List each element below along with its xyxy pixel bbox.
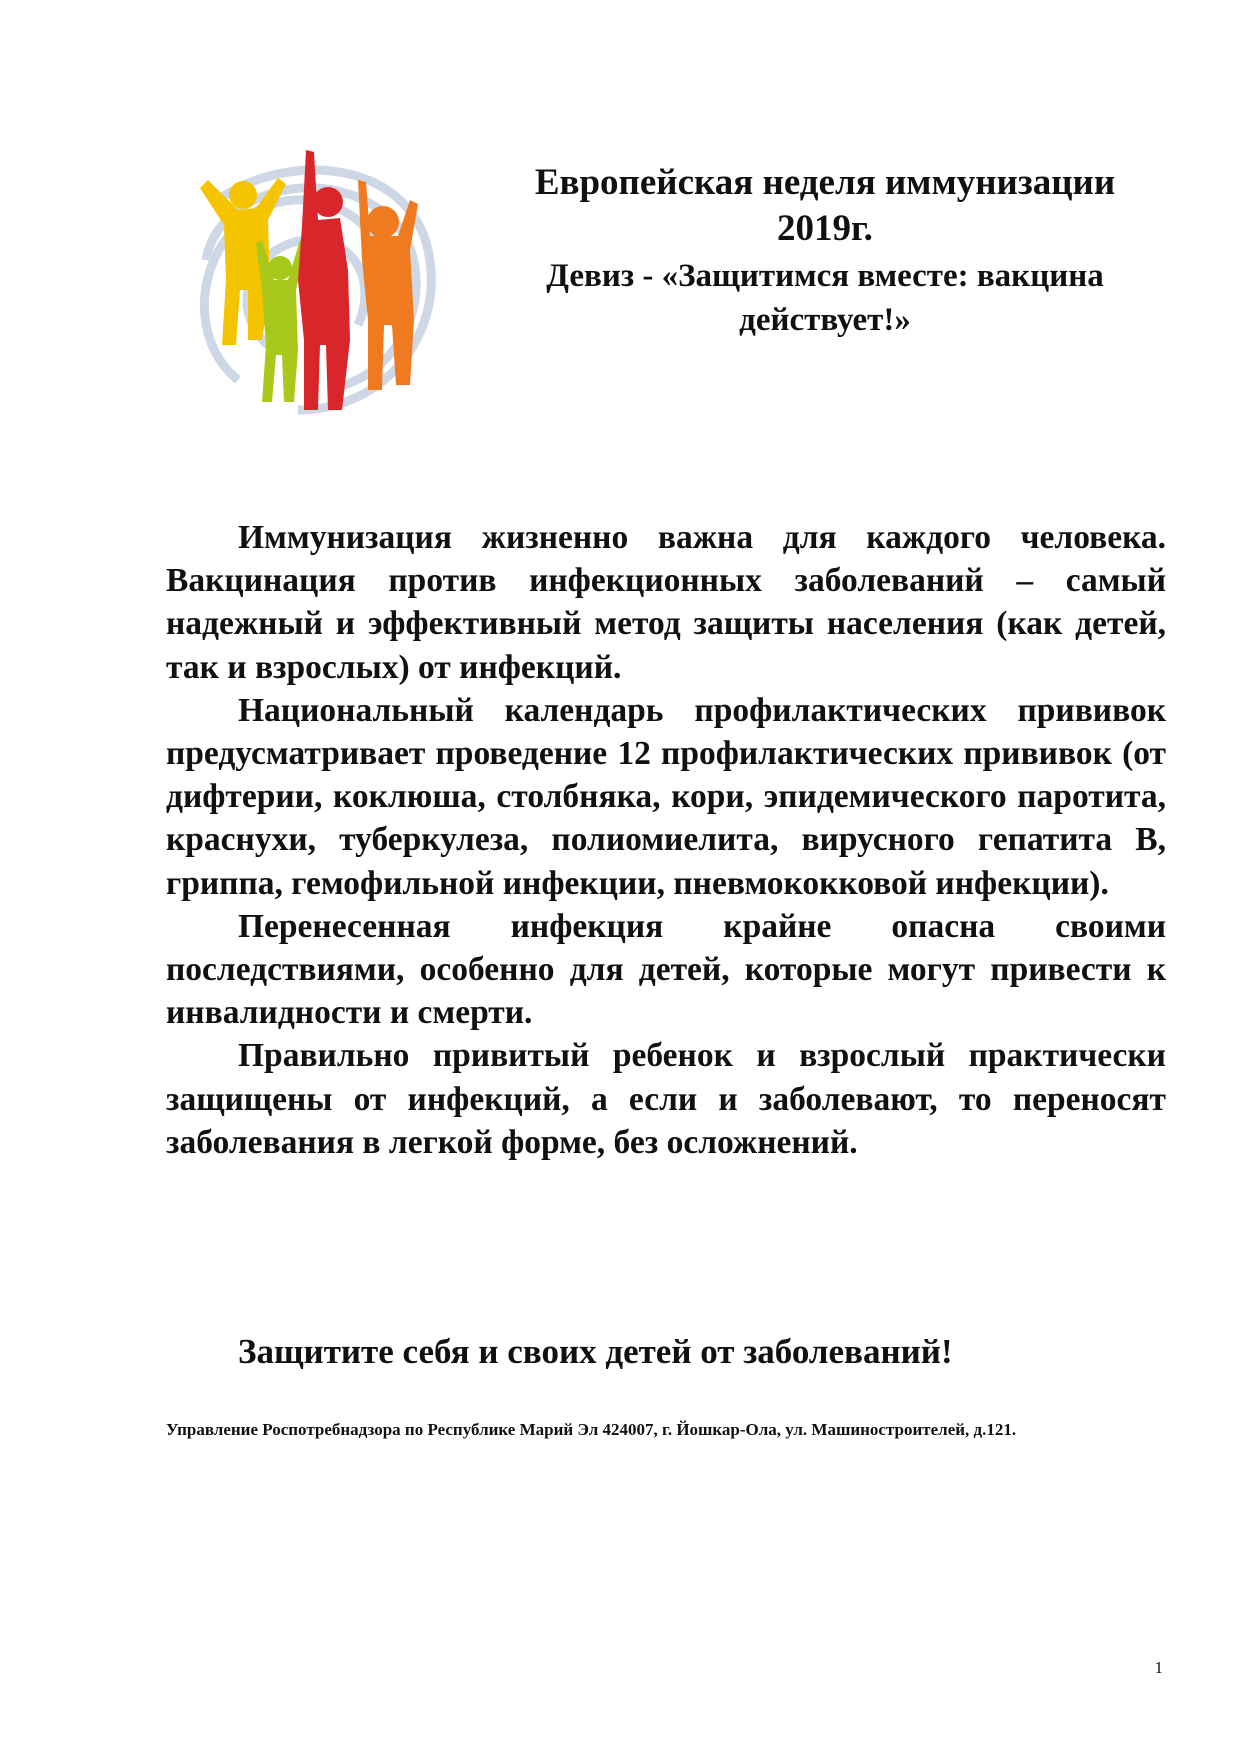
closing-appeal: Защитите себя и своих детей от заболеваний! [238,1332,953,1371]
document-header [480,160,1170,342]
title-line-2: 2019г. [777,208,873,249]
body-text [166,516,1166,1164]
page-number: 1 [1154,1658,1163,1677]
paragraph: Правильно привитый ребенок и взрослый практически защищены от инфекций, а если и заболевают, то переносят заболевания в легкой форме, без осложнений. [166,1037,1166,1161]
paragraph: Национальный календарь профилактических прививок предусматривает проведение 12 профилактических прививок (от дифтерии, коклюша, столбняка, кори, эпидемического паротита, краснухи, туберкулеза, полиомиелита, вирусного гепатита В, гриппа, гемофильной инфекции, пневмококковой инфекции). [166,691,1166,902]
title-line-1: Европейская неделя иммунизации [534,162,1116,203]
motto-line-1: Девиз - «Защитимся вместе: вакцина [546,258,1104,294]
footer-address: Управление Роспотребнадзора по Республике Марий Эл 424007, г. Йошкар-Ола, ул. Машиностроителей, д.121. [166,1420,1017,1439]
paragraph: Иммунизация жизненно важна для каждого человека. Вакцинация против инфекционных заболеваний – самый надежный и эффективный метод защиты населения (как детей, так и взрослых) от инфекций. [166,519,1166,686]
motto-line-2: действует!» [739,302,911,338]
jumping-people-logo-icon [178,140,458,430]
paragraph: Перенесенная инфекция крайне опасна своими последствиями, особенно для детей, которые могут привести к инвалидности и смерти. [166,907,1166,1032]
